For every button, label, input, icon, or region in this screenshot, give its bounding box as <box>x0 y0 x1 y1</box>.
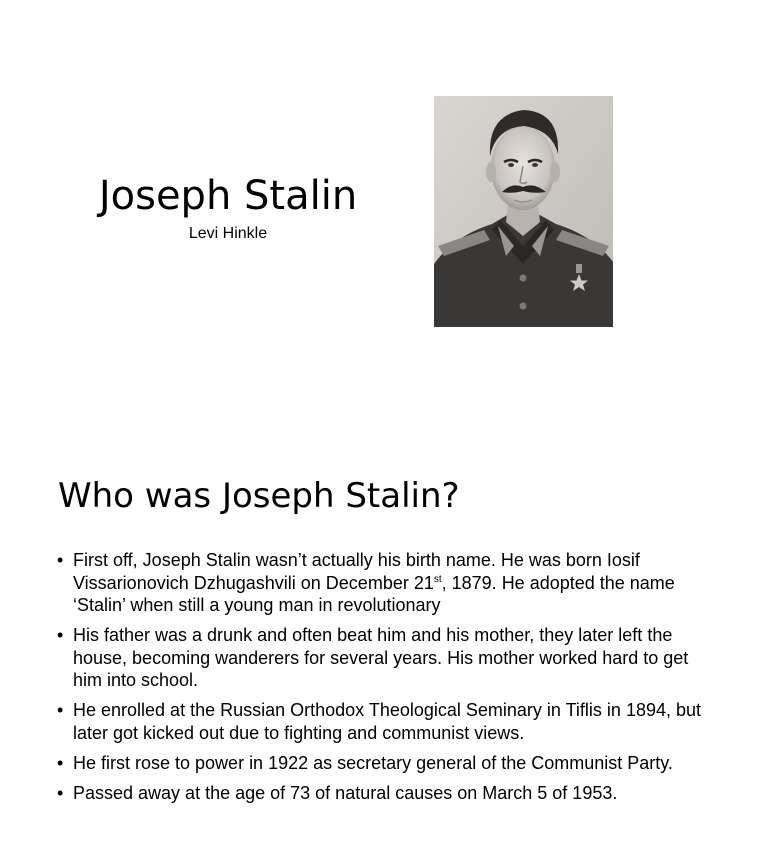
bullet-text: Passed away at the age of 73 of natural causes on March 5 of 1953. <box>73 782 618 803</box>
title-slide <box>0 0 768 430</box>
bullet-text: He first rose to power in 1922 as secretary general of the Communist Party. <box>73 752 673 773</box>
list-item <box>56 549 712 617</box>
list-item <box>56 752 712 775</box>
content-slide <box>0 430 768 866</box>
bullet-text: First off, Joseph Stalin wasn’t actually his birth name. He was born Iosif Vissarionovich Dzhugashvili on December 21 <box>73 550 640 593</box>
bullet-icon: • <box>57 550 64 570</box>
slide-title: Joseph Stalin <box>98 173 358 219</box>
slide-subtitle: Levi Hinkle <box>188 225 268 242</box>
bullet-text: He enrolled at the Russian Orthodox Theological Seminary in Tiflis in 1894, but later got kicked out due to fighting and communist views. <box>73 700 702 743</box>
list-item <box>56 624 712 692</box>
portrait-illustration <box>434 96 613 327</box>
bullet-icon: • <box>57 782 64 803</box>
slide-heading: Who was Joseph Stalin? <box>58 476 460 516</box>
list-item <box>56 782 712 805</box>
bullet-icon: • <box>57 625 64 645</box>
bullet-text: , 1879. He adopted the name ‘Stalin’ when still a young man in revolutionary <box>73 572 675 615</box>
list-item <box>56 699 712 744</box>
bullet-list <box>56 549 712 812</box>
ordinal-suffix: st <box>433 573 442 585</box>
bullet-text: His father was a drunk and often beat him and his mother, they later left the house, becoming wanderers for several years. His mother worked hard to get him into school. <box>73 625 689 690</box>
portrait-photo <box>434 96 613 327</box>
bullet-icon: • <box>57 752 64 773</box>
bullet-icon: • <box>57 700 64 720</box>
